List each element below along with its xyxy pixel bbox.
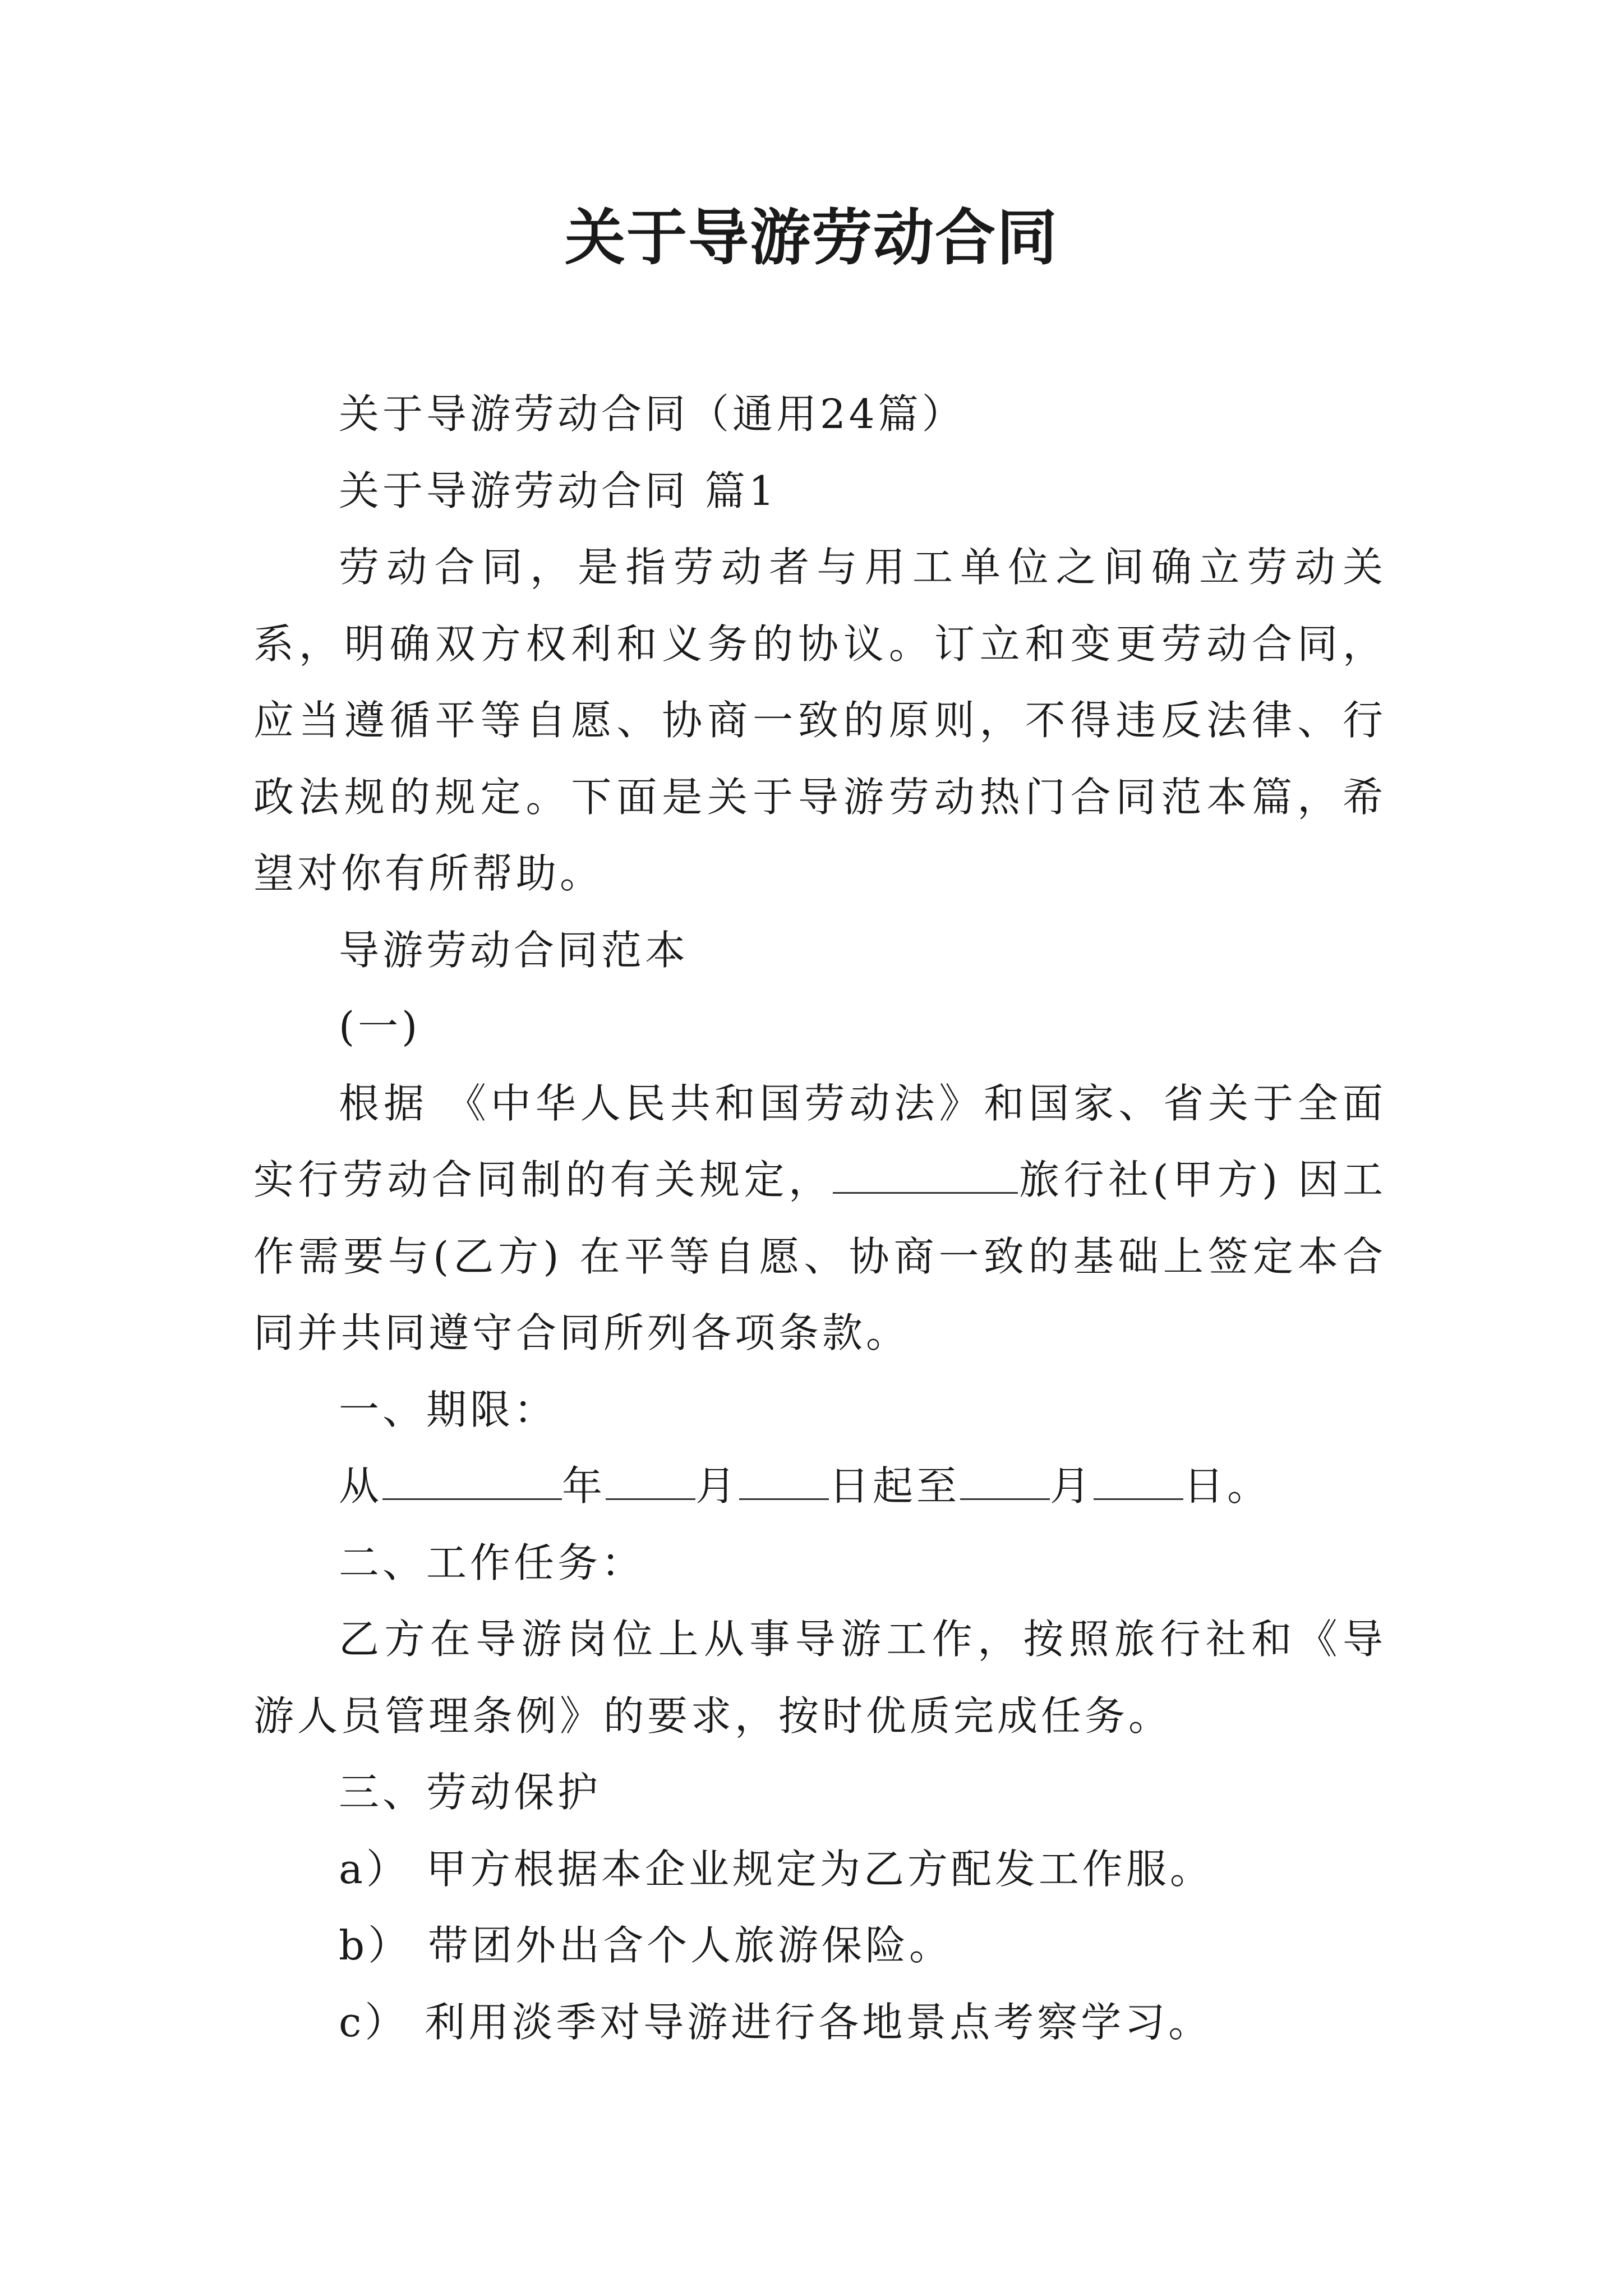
end-day-blank (1094, 1465, 1183, 1500)
term-month: 月 (695, 1462, 740, 1510)
term-line (253, 1448, 1386, 1525)
protection-item-c: c） 利用淡季对导游进行各地景点考察学习。 (339, 1998, 1212, 2046)
term-day-end: 日。 (1183, 1462, 1271, 1510)
intro-paragraph: 劳动合同，是指劳动者与用工单位之间确立劳动关系，明确双方权利和义务的协议。订立和变更劳动合同，应当遵循平等自愿、协商一致的原则，不得违反法律、行政法规的规定。下面是关于导游劳动热门合同范本篇，希望对你有所帮助。 (253, 544, 1386, 897)
part-one-label: (一) (339, 1003, 421, 1050)
start-day-blank (739, 1465, 829, 1500)
duty-paragraph: 乙方在导游岗位上从事导游工作，按照旅行社和《导游人员管理条例》的要求，按时优质完成任务。 (253, 1616, 1386, 1740)
protection-item-b: b） 带团外出含个人旅游保险。 (339, 1922, 953, 1969)
subtitle: 关于导游劳动合同（通用24篇） (339, 390, 966, 438)
term-year: 年 (562, 1462, 606, 1510)
template-heading: 导游劳动合同范本 (339, 926, 689, 974)
document-title: 关于导游劳动合同 (564, 203, 1058, 273)
protection-item-a: a） 甲方根据本企业规定为乙方配发工作服。 (339, 1845, 1214, 1893)
section-heading: 关于导游劳动合同 篇1 (339, 467, 778, 514)
start-year-blank (382, 1465, 562, 1500)
document-body (253, 376, 1386, 2060)
protection-heading: 三、劳动保护 (339, 1769, 602, 1816)
agency-name-blank (833, 1158, 1018, 1194)
duty-heading: 二、工作任务： (339, 1539, 645, 1586)
term-heading: 一、期限： (339, 1386, 558, 1433)
basis-paragraph (253, 1065, 1386, 1372)
basis-text-after: 旅行社(甲方) 因工作需要与(乙方) 在平等自愿、协商一致的基础上签定本合同并共同遵守合同所列各项条款。 (253, 1156, 1386, 1356)
term-day-start: 日起至 (829, 1462, 961, 1510)
term-from: 从 (339, 1462, 383, 1510)
term-month-end: 月 (1050, 1462, 1094, 1510)
basis-text-before: 根据 《中华人民共和国劳动法》和国家、省关于全面实行劳动合同制的有关规定， (253, 1079, 1386, 1203)
end-month-blank (960, 1465, 1050, 1500)
start-month-blank (606, 1465, 695, 1500)
